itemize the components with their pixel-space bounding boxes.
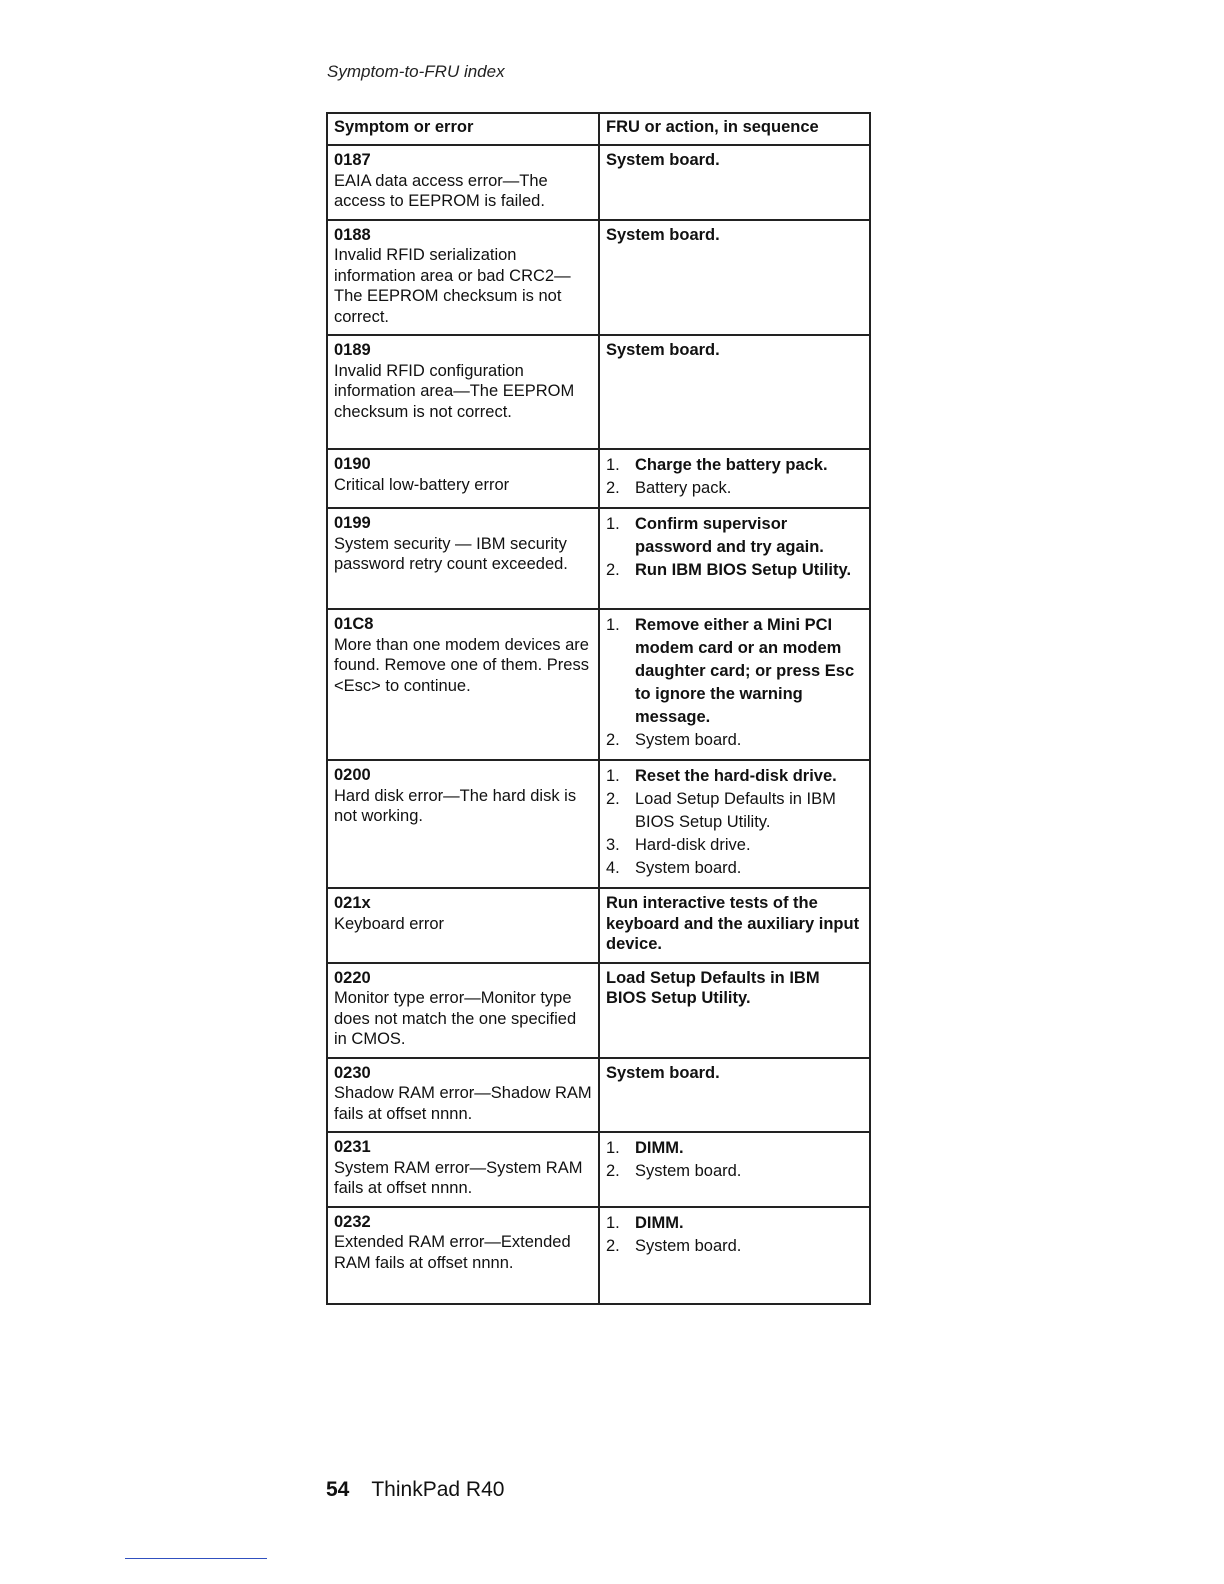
step-text: Load Setup Defaults in IBM BIOS Setup Utility. — [635, 790, 836, 831]
action-cell — [599, 145, 870, 220]
action-step — [606, 788, 863, 834]
table-row — [327, 335, 870, 449]
step-text: Reset the hard-disk drive. — [635, 767, 837, 785]
step-text: Confirm supervisor password and try again. — [635, 515, 824, 556]
action-cell — [599, 760, 870, 888]
symptom-cell — [327, 335, 599, 449]
footnote-divider — [125, 1558, 267, 1559]
symptom-cell — [327, 760, 599, 888]
page-footer — [326, 1478, 504, 1502]
action-cell — [599, 609, 870, 760]
step-text: DIMM. — [635, 1139, 684, 1157]
action-cell — [599, 888, 870, 963]
fru-action: Run interactive tests of the keyboard and the auxiliary input device. — [606, 894, 860, 953]
step-number: 2. — [606, 790, 620, 808]
action-cell — [599, 508, 870, 609]
action-step — [606, 1235, 863, 1258]
action-step — [606, 765, 863, 788]
error-description: Shadow RAM error—Shadow RAM fails at offset nnnn. — [334, 1084, 592, 1123]
table-row — [327, 1132, 870, 1207]
table-row — [327, 963, 870, 1058]
error-description: System RAM error—System RAM fails at offset nnnn. — [334, 1158, 583, 1197]
action-steps — [606, 765, 863, 880]
action-steps — [606, 513, 863, 582]
column-header-fru-action: FRU or action, in sequence — [599, 113, 870, 145]
fru-action: System board. — [606, 225, 720, 244]
column-header-symptom: Symptom or error — [327, 113, 599, 145]
action-step — [606, 834, 863, 857]
step-number: 1. — [606, 616, 620, 634]
error-code: 0200 — [334, 766, 371, 784]
step-number: 1. — [606, 1213, 620, 1232]
step-number: 2. — [606, 1162, 620, 1180]
action-step — [606, 729, 863, 752]
symptom-cell — [327, 449, 599, 508]
step-text: System board. — [635, 859, 742, 877]
step-text: Hard-disk drive. — [635, 836, 751, 854]
action-step — [606, 857, 863, 880]
error-code: 0188 — [334, 225, 371, 244]
step-number: 2. — [606, 561, 620, 579]
table-row — [327, 1207, 870, 1304]
action-steps — [606, 1137, 863, 1183]
step-text: System board. — [635, 1236, 742, 1255]
action-cell — [599, 1207, 870, 1304]
error-code: 021x — [334, 894, 371, 912]
table-row — [327, 760, 870, 888]
error-description: Monitor type error—Monitor type does not match the one specified in CMOS. — [334, 989, 577, 1048]
action-cell — [599, 449, 870, 508]
page-number: 54 — [326, 1478, 350, 1501]
action-step — [606, 614, 863, 729]
error-code: 01C8 — [334, 615, 374, 633]
symptom-cell — [327, 1058, 599, 1133]
step-number: 1. — [606, 456, 620, 474]
error-code: 0187 — [334, 151, 371, 169]
book-title: ThinkPad R40 — [371, 1478, 505, 1501]
step-number: 4. — [606, 859, 620, 877]
action-steps — [606, 454, 863, 500]
action-cell — [599, 335, 870, 449]
action-cell — [599, 963, 870, 1058]
symptom-cell — [327, 1132, 599, 1207]
fru-action: System board. — [606, 151, 720, 169]
symptom-fru-table — [326, 112, 871, 1305]
table-row — [327, 220, 870, 336]
error-code: 0232 — [334, 1212, 371, 1231]
table-row — [327, 888, 870, 963]
error-description: System security — IBM security password retry count exceeded. — [334, 534, 568, 573]
step-text: DIMM. — [635, 1213, 684, 1232]
error-code: 0230 — [334, 1063, 371, 1082]
action-cell — [599, 220, 870, 336]
symptom-cell — [327, 220, 599, 336]
step-text: Run IBM BIOS Setup Utility. — [635, 561, 852, 579]
error-description: Keyboard error — [334, 914, 445, 933]
step-text: Battery pack. — [635, 479, 732, 497]
action-steps — [606, 614, 863, 752]
step-text: System board. — [635, 731, 742, 749]
action-step — [606, 454, 863, 477]
step-number: 2. — [606, 1236, 620, 1255]
action-cell — [599, 1132, 870, 1207]
step-number: 3. — [606, 836, 620, 854]
fru-action: System board. — [606, 341, 720, 359]
symptom-cell — [327, 888, 599, 963]
error-description: Invalid RFID configuration information area—The EEPROM checksum is not correct. — [334, 361, 575, 421]
table-row — [327, 145, 870, 220]
step-number: 1. — [606, 515, 620, 533]
step-text: Remove either a Mini PCI modem card or an modem daughter card; or press Esc to ignore the warning message. — [635, 616, 855, 726]
symptom-cell — [327, 609, 599, 760]
fru-action: System board. — [606, 1063, 720, 1082]
step-number: 2. — [606, 731, 620, 749]
symptom-cell — [327, 963, 599, 1058]
table-body — [327, 145, 870, 1304]
error-description: Hard disk error—The hard disk is not working. — [334, 786, 577, 825]
error-description: More than one modem devices are found. Remove one of them. Press <Esc> to continue. — [334, 635, 589, 695]
step-text: Charge the battery pack. — [635, 456, 828, 474]
error-description: Critical low-battery error — [334, 475, 510, 494]
table-header-row — [327, 113, 870, 145]
step-number: 1. — [606, 1139, 620, 1157]
action-step — [606, 1160, 863, 1183]
symptom-cell — [327, 1207, 599, 1304]
symptom-cell — [327, 508, 599, 609]
error-code: 0199 — [334, 514, 371, 532]
table-row — [327, 609, 870, 760]
running-head: Symptom-to-FRU index — [327, 62, 505, 81]
step-text: System board. — [635, 1162, 742, 1180]
action-steps — [606, 1212, 863, 1258]
error-description: Invalid RFID serialization information area or bad CRC2—The EEPROM checksum is not correct. — [334, 246, 571, 326]
error-code: 0220 — [334, 968, 371, 987]
error-code: 0189 — [334, 341, 371, 359]
action-step — [606, 559, 863, 582]
table-row — [327, 508, 870, 609]
table-row — [327, 1058, 870, 1133]
error-description: Extended RAM error—Extended RAM fails at offset nnnn. — [334, 1233, 571, 1272]
table-row — [327, 449, 870, 508]
action-step — [606, 477, 863, 500]
action-cell — [599, 1058, 870, 1133]
action-step — [606, 1212, 863, 1235]
action-step — [606, 513, 863, 559]
action-step — [606, 1137, 863, 1160]
step-number: 2. — [606, 479, 620, 497]
error-code: 0231 — [334, 1138, 371, 1156]
step-number: 1. — [606, 767, 620, 785]
fru-action: Load Setup Defaults in IBM BIOS Setup Utility. — [606, 968, 820, 1007]
symptom-cell — [327, 145, 599, 220]
error-code: 0190 — [334, 455, 371, 473]
error-description: EAIA data access error—The access to EEPROM is failed. — [334, 171, 548, 210]
